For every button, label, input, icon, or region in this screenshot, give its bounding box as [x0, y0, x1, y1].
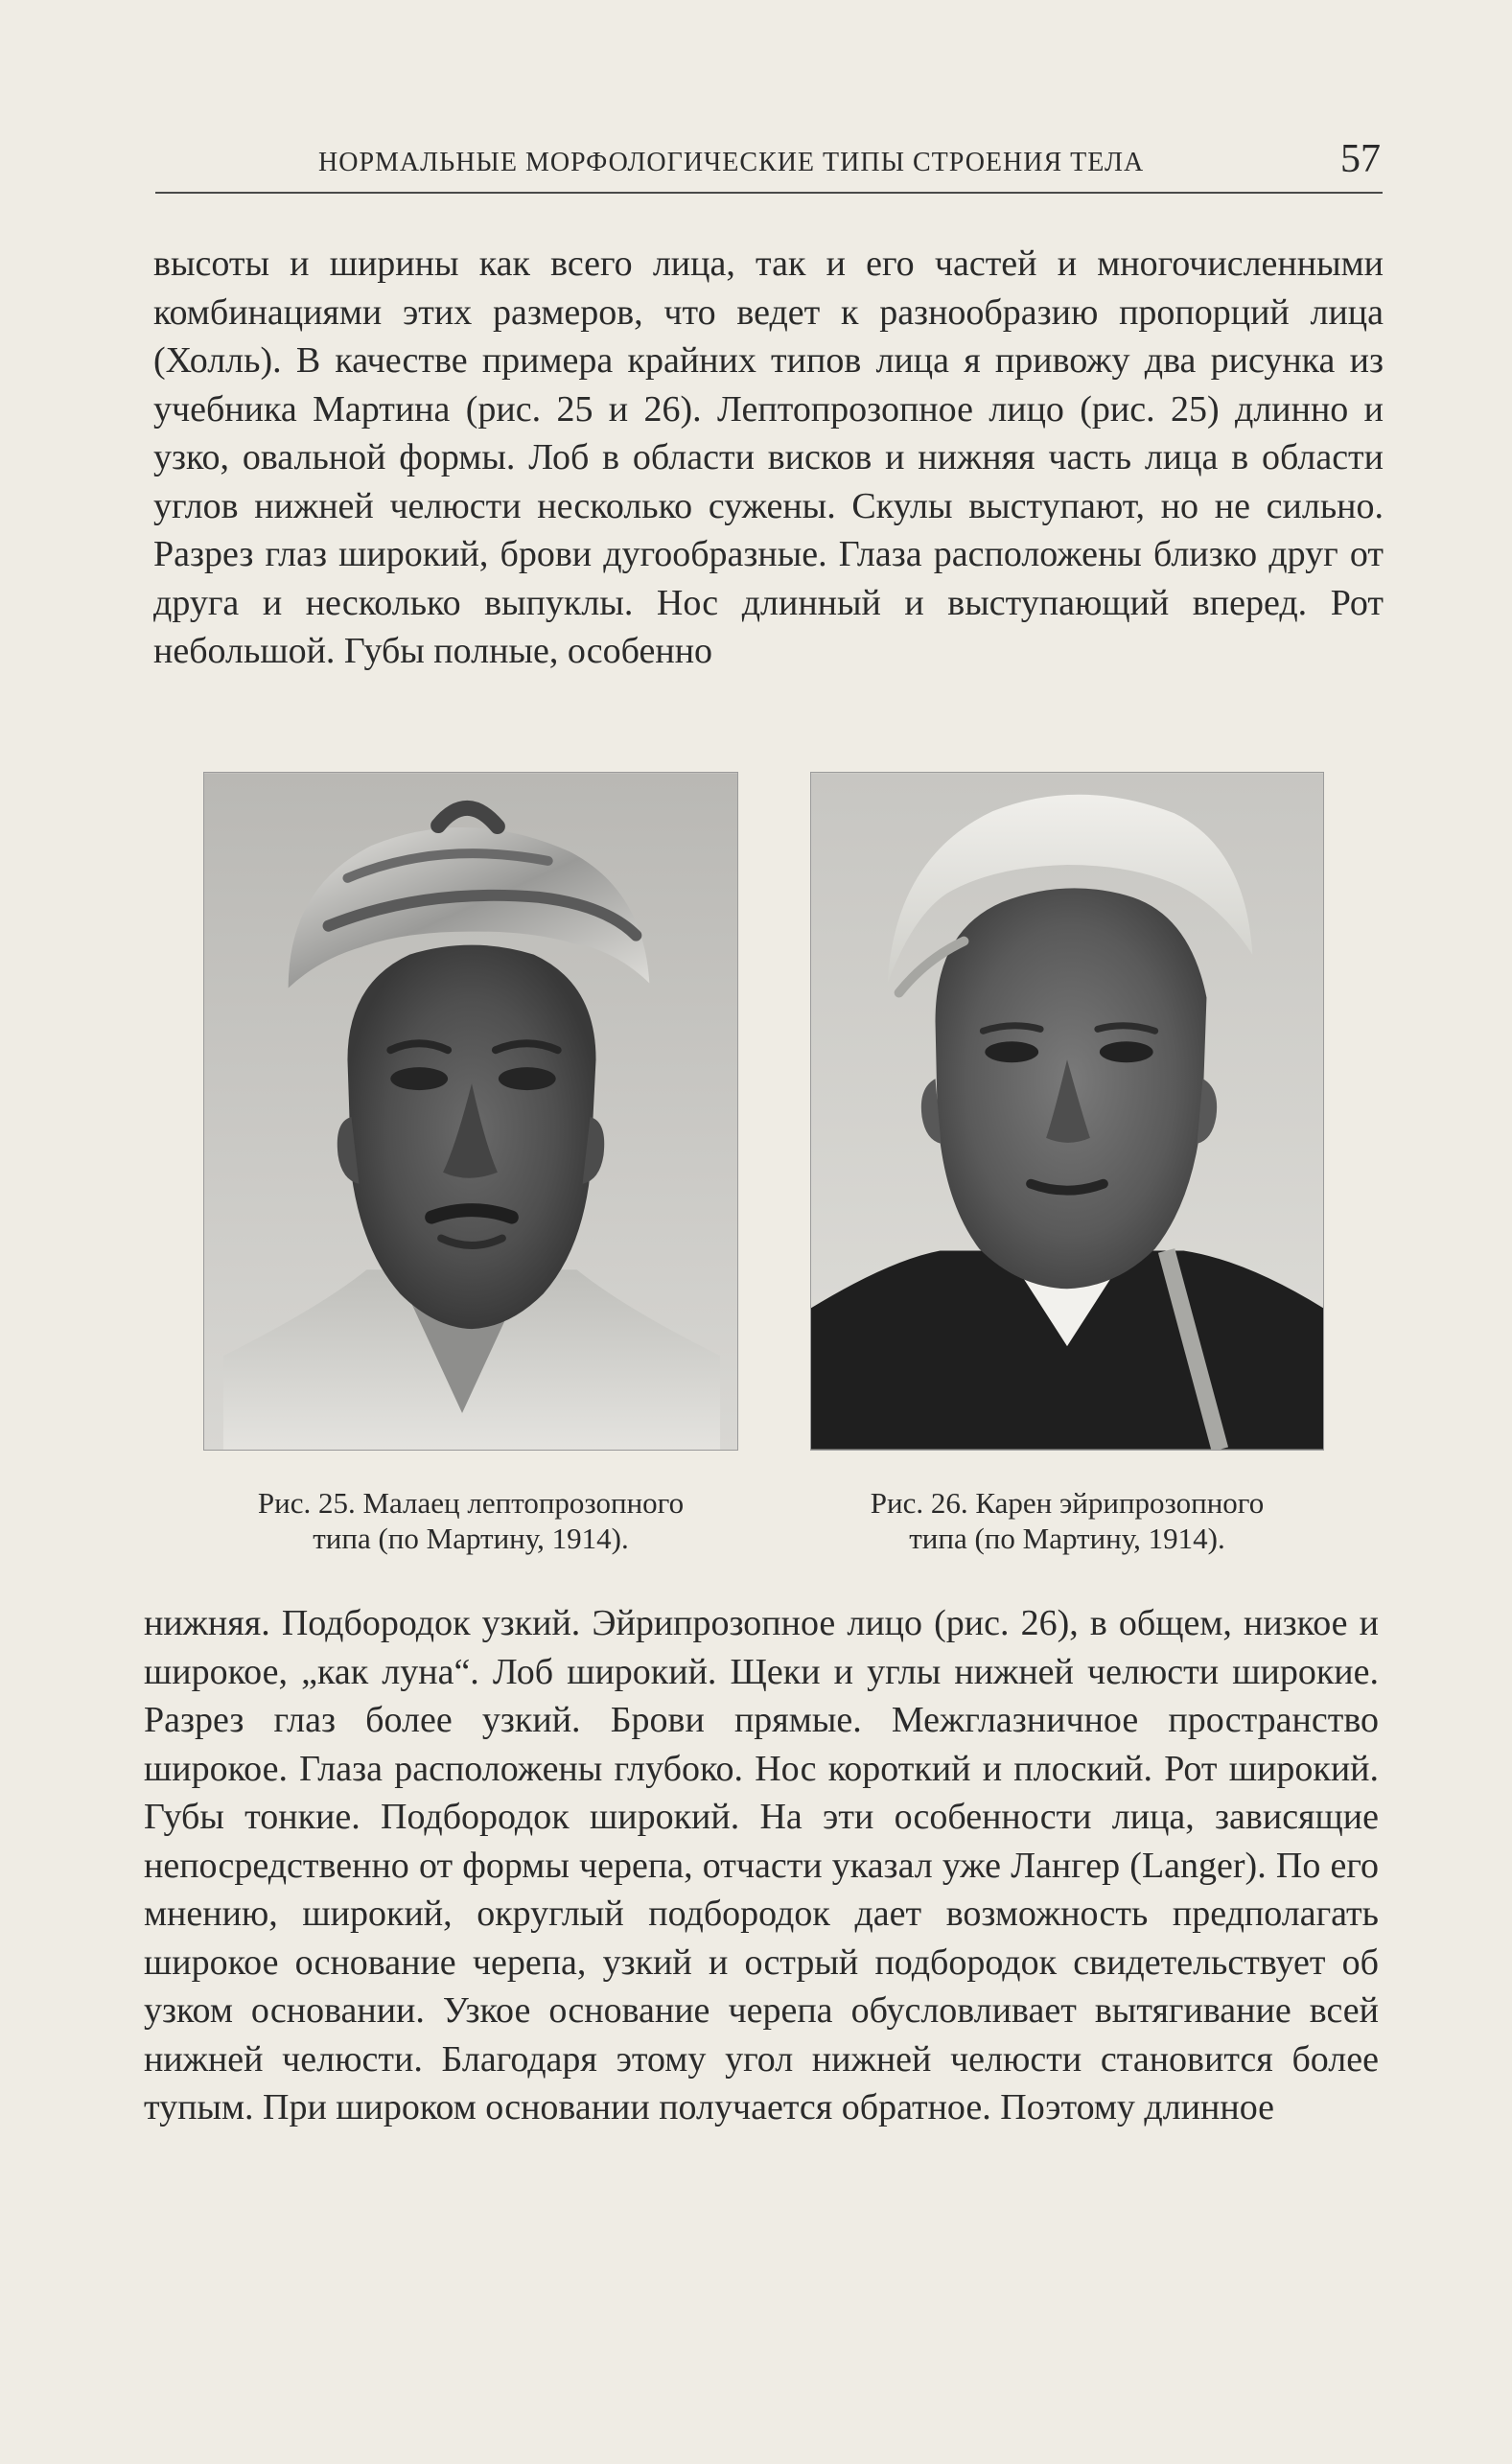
figure-25-caption-line-2: типа (по Мартину, 1914).	[313, 1522, 629, 1555]
figure-26-caption-line-1: Рис. 26. Карен эйрипрозопного	[870, 1486, 1265, 1520]
running-header	[155, 137, 1383, 194]
figure-26-caption	[810, 1485, 1324, 1556]
body-paragraph-1: высоты и ширины как всего лица, так и его частей и многочисленными комбинациями этих размеров, что ведет к разнообразию пропорций лица (Холль). В качестве примера крайних типов лица я привожу два рисунка из учебника Мартина (рис. 25 и 26). Лептопрозопное лицо (рис. 25) длинно и узко, овальной формы. Лоб в области висков и нижняя часть лица в области углов нижней челюсти несколько сужены. Скулы выступают, но не сильно. Разрез глаз широкий, брови дугообразные. Глаза расположены близко друг от друга и несколько выпуклы. Нос длинный и выступающий вперед. Рот небольшой. Губы полные, особенно	[153, 244, 1384, 671]
page-number: 57	[1340, 137, 1381, 181]
body-paragraph-2: нижняя. Подбородок узкий. Эйрипрозопное лицо (рис. 26), в общем, низкое и широкое, „как луна“. Лоб широкий. Щеки и углы нижней челюсти широкие. Разрез глаз более узкий. Брови прямые. Межглазничное пространство широкое. Глаза расположены глубоко. Нос короткий и плоский. Рот широкий. Губы тонкие. Подбородок широкий. На эти особенности лица, зависящие непосредственно от формы черепа, отчасти указал уже Лангер (Langer). По его мнению, широкий, округлый подбородок дает возможность предполагать широкое основание черепа, узкий и острый подбородок свидетельствует об узком основании. Узкое основание черепа обусловливает вытягивание всей нижней челюсти. Благодаря этому угол нижней челюсти становится более тупым. При широком основании получается обратное. Поэтому длинное	[144, 1603, 1379, 2127]
karen-portrait-photo	[810, 772, 1324, 1451]
figure-25-caption-line-1: Рис. 25. Малаец лептопрозопного	[257, 1486, 685, 1520]
figure-26-caption-line-2: типа (по Мартину, 1914).	[909, 1522, 1225, 1555]
figure-26	[810, 772, 1324, 1556]
figure-25	[203, 772, 738, 1556]
figure-25-caption	[203, 1485, 738, 1556]
malay-portrait-photo	[203, 772, 738, 1451]
running-title: НОРМАЛЬНЫЕ МОРФОЛОГИЧЕСКИЕ ТИПЫ СТРОЕНИЯ ТЕЛА	[318, 148, 1145, 177]
